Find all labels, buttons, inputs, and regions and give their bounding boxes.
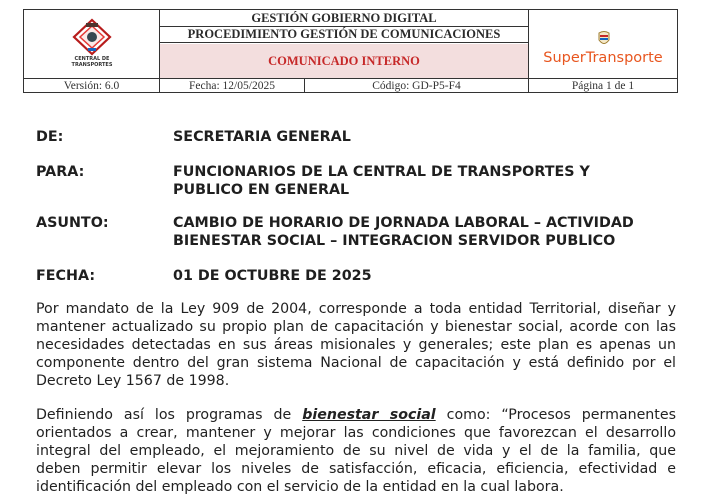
paragraph-2-line: orientados a crear, mantener y mejorar las condiciones que favorezcan el desarrollo — [36, 425, 676, 441]
paragraph-1 — [36, 300, 676, 390]
supertransporte-logo-cell — [529, 10, 677, 79]
field-asunto-value-line1: CAMBIO DE HORARIO DE JORNADA LABORAL – ACTIVIDAD — [173, 215, 634, 231]
field-asunto-label: ASUNTO: — [36, 215, 109, 231]
left-logo-caption-line1: CENTRAL DE — [74, 56, 110, 62]
field-asunto-value-line2: BIENESTAR SOCIAL – INTEGRACION SERVIDOR PUBLICO — [173, 233, 616, 249]
header-title-cell — [160, 10, 529, 79]
header-title-line2: PROCEDIMIENTO GESTIÓN DE COMUNICACIONES — [160, 26, 528, 43]
field-de-value: SECRETARIA GENERAL — [173, 129, 351, 145]
field-para-value-line1: FUNCIONARIOS DE LA CENTRAL DE TRANSPORTES Y — [173, 164, 590, 180]
field-para-value-line2: PUBLICO EN GENERAL — [173, 182, 350, 198]
paragraph-2-line: identificación del empleado con el servicio de la entidad en la cual labora. — [36, 479, 564, 495]
field-fecha-label: FECHA: — [36, 268, 96, 284]
version-cell: Versión: 6.0 — [24, 79, 160, 93]
page-number-cell: Página 1 de 1 — [571, 80, 635, 92]
paragraph-2-line: integral del empleado, el mejoramiento de su nivel de vida y el de la familia, que — [36, 443, 676, 459]
field-de-label: DE: — [36, 129, 64, 145]
supertransporte-brand: SuperTransporte — [543, 50, 663, 66]
central-transportes-logo-icon — [66, 18, 118, 56]
left-logo-caption — [24, 56, 160, 68]
bienestar-social-emphasis: bienestar social — [302, 407, 436, 423]
paragraph-1-line: mantener actualizado su propio plan de capacitación y bienestar social, acorde con las — [36, 319, 676, 335]
paragraph-2-line — [36, 406, 676, 424]
coat-of-arms-icon — [597, 30, 611, 48]
header-title-line1: GESTIÓN GOBIERNO DIGITAL — [251, 11, 437, 25]
paragraph-2-line: deben permitir elevar los niveles de satisfacción, eficacia, eficiencia, efectividad e — [36, 461, 676, 477]
document-header — [23, 9, 678, 93]
doc-type-band: COMUNICADO INTERNO — [160, 44, 528, 78]
field-para-label: PARA: — [36, 164, 85, 180]
field-asunto-value — [173, 214, 643, 250]
field-para-value — [173, 163, 643, 199]
code-cell: Código: GD-P5-F4 — [305, 79, 529, 93]
paragraph-1-line: necesidades detectadas en sus áreas misionales y generales; este plan es apenas un — [36, 337, 676, 353]
central-transportes-logo-cell — [24, 10, 160, 79]
paragraph-1-line: Decreto Ley 1567 de 1998. — [36, 373, 230, 389]
paragraph-1-line: componente dentro del gran sistema Nacional de capacitación y está definido por el — [36, 355, 676, 371]
date-cell: Fecha: 12/05/2025 — [160, 79, 305, 93]
field-fecha-value: 01 DE OCTUBRE DE 2025 — [173, 268, 372, 284]
paragraph-2-intro: Definiendo así los programas de — [36, 407, 303, 423]
paragraph-2 — [36, 406, 676, 496]
paragraph-2-intro-after: como: “Procesos permanentes — [435, 407, 676, 423]
left-logo-caption-line2: TRANSPORTES — [71, 62, 113, 68]
paragraph-1-line: Por mandato de la Ley 909 de 2004, corresponde a toda entidad Territorial, diseñar y — [36, 301, 676, 317]
